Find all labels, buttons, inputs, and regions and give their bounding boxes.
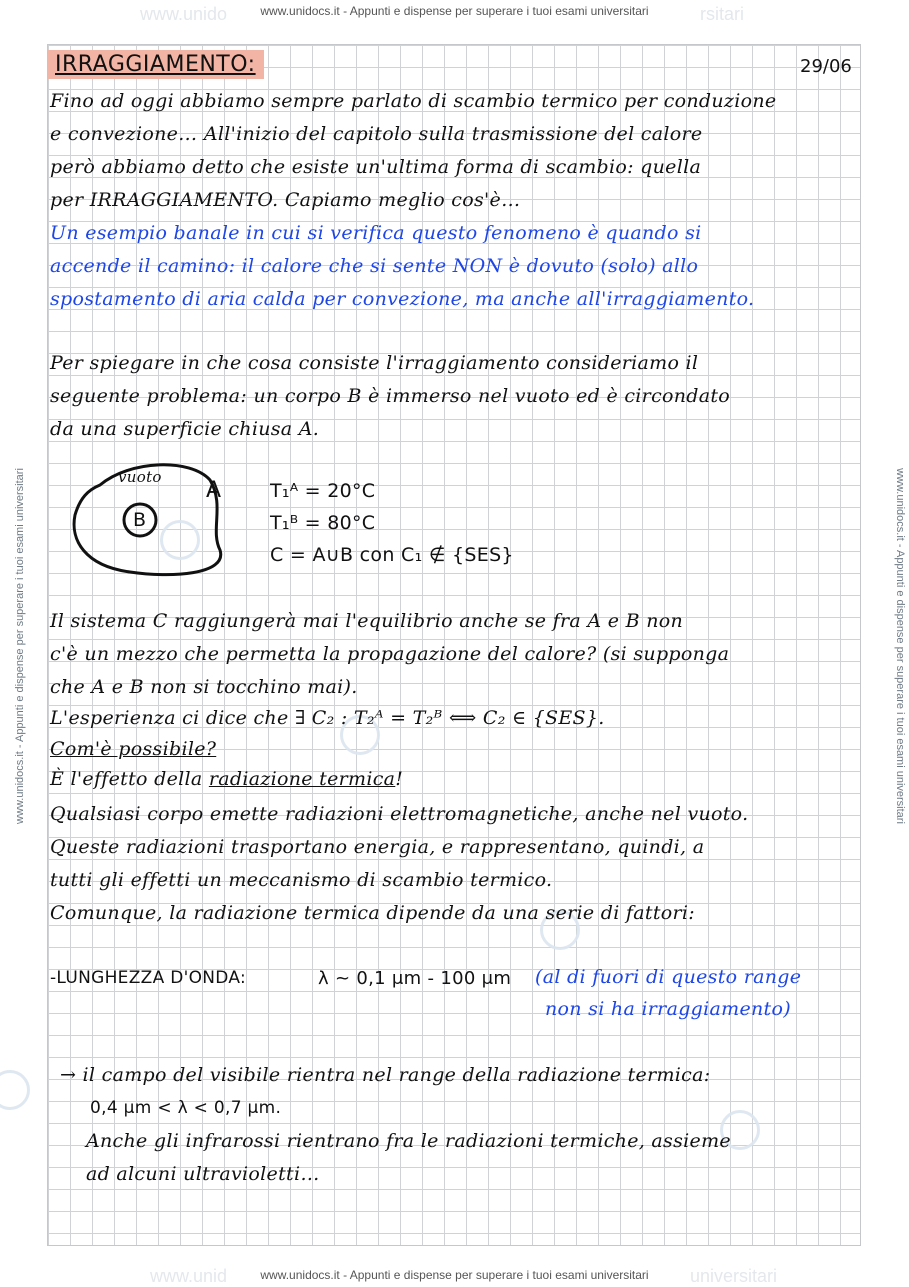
- intro-line: per IRRAGGIAMENTO. Capiamo meglio cos'è…: [50, 189, 521, 211]
- side-watermark-left: www.unidocs.it - Appunti e dispense per superare i tuoi esami universitari: [14, 468, 26, 824]
- vuoto-label: vuoto: [118, 468, 162, 486]
- unidocs-logo-watermark: [0, 1070, 30, 1110]
- effect-line: [50, 768, 403, 790]
- system-diagram: [60, 450, 290, 590]
- title-block: [47, 50, 264, 79]
- intro-line: e convezione… All'inizio del capitolo sulla trasmissione del calore: [50, 123, 703, 145]
- question-line: Il sistema C raggiungerà mai l'equilibrio anche se fra A e B non: [50, 610, 684, 632]
- question-line: che A e B non si tocchino mai).: [50, 676, 358, 698]
- wavelength-label: -LUNGHEZZA D'ONDA:: [50, 968, 247, 988]
- how-question: Com'è possibile?: [50, 738, 217, 760]
- wavelength-note: (al di fuori di questo range: [535, 966, 802, 988]
- body-b-label: B: [133, 509, 147, 531]
- effect-suffix: !: [395, 768, 404, 790]
- visible-range: 0,4 μm < λ < 0,7 μm.: [90, 1098, 282, 1118]
- visible-line: → il campo del visibile rientra nel range della radiazione termica:: [60, 1064, 711, 1086]
- intro-line: Fino ad oggi abbiamo sempre parlato di scambio termico per conduzione: [50, 90, 777, 112]
- ghost-watermark-top-right: rsitari: [700, 4, 744, 24]
- equation-ta: T₁ᴬ = 20°C: [270, 480, 376, 502]
- wavelength-range: λ ~ 0,1 μm - 100 μm: [318, 968, 512, 989]
- ghost-watermark-bottom-right: universitari: [690, 1266, 778, 1286]
- equation-c: C = A∪B con C₁ ∉ {SES}: [270, 544, 514, 566]
- page-title: IRRAGGIAMENTO:: [47, 50, 264, 79]
- question-line: c'è un mezzo che permetta la propagazione del calore? (si supponga: [50, 643, 730, 665]
- radiation-line: tutti gli effetti un meccanismo di scambio termico.: [50, 869, 553, 891]
- example-line: Un esempio banale in cui si verifica questo fenomeno è quando si: [50, 222, 702, 244]
- example-line: spostamento di aria calda per convezione, ma anche all'irraggiamento.: [50, 288, 755, 310]
- wavelength-note: non si ha irraggiamento): [545, 998, 791, 1020]
- ghost-watermark-top-left: www.unido: [140, 4, 228, 24]
- radiation-line: Comunque, la radiazione termica dipende da una serie di fattori:: [50, 902, 695, 924]
- watermark-bottom: www.unidocs.it - Appunti e dispense per superare i tuoi esami universitari: [260, 1268, 649, 1282]
- effect-prefix: È l'effetto della: [50, 768, 203, 790]
- equation-tb: T₁ᴮ = 80°C: [270, 512, 376, 534]
- example-line: accende il camino: il calore che si sente NON è dovuto (solo) allo: [50, 255, 699, 277]
- question-line: L'esperienza ci dice che ∃ C₂ : T₂ᴬ = T₂ᴮ ⟺ C₂ ∈ {SES}.: [50, 707, 605, 729]
- effect-term: radiazione termica: [208, 768, 396, 790]
- page-date: 29/06: [800, 56, 852, 77]
- radiation-line: Qualsiasi corpo emette radiazioni elettromagnetiche, anche nel vuoto.: [50, 803, 749, 825]
- problem-line: seguente problema: un corpo B è immerso nel vuoto ed è circondato: [50, 385, 731, 407]
- visible-line: ad alcuni ultravioletti…: [86, 1163, 320, 1185]
- visible-line: Anche gli infrarossi rientrano fra le radiazioni termiche, assieme: [86, 1130, 731, 1152]
- problem-line: Per spiegare in che cosa consiste l'irraggiamento consideriamo il: [50, 352, 699, 374]
- radiation-line: Queste radiazioni trasportano energia, e rappresentano, quindi, a: [50, 836, 705, 858]
- ghost-watermark-bottom-left: www.unid: [150, 1266, 228, 1286]
- intro-line: però abbiamo detto che esiste un'ultima forma di scambio: quella: [50, 156, 702, 178]
- surface-a-label: A: [206, 478, 222, 503]
- problem-line: da una superficie chiusa A.: [50, 418, 320, 440]
- side-watermark-right: www.unidocs.it - Appunti e dispense per superare i tuoi esami universitari: [894, 468, 906, 824]
- watermark-top: www.unidocs.it - Appunti e dispense per superare i tuoi esami universitari: [260, 4, 649, 18]
